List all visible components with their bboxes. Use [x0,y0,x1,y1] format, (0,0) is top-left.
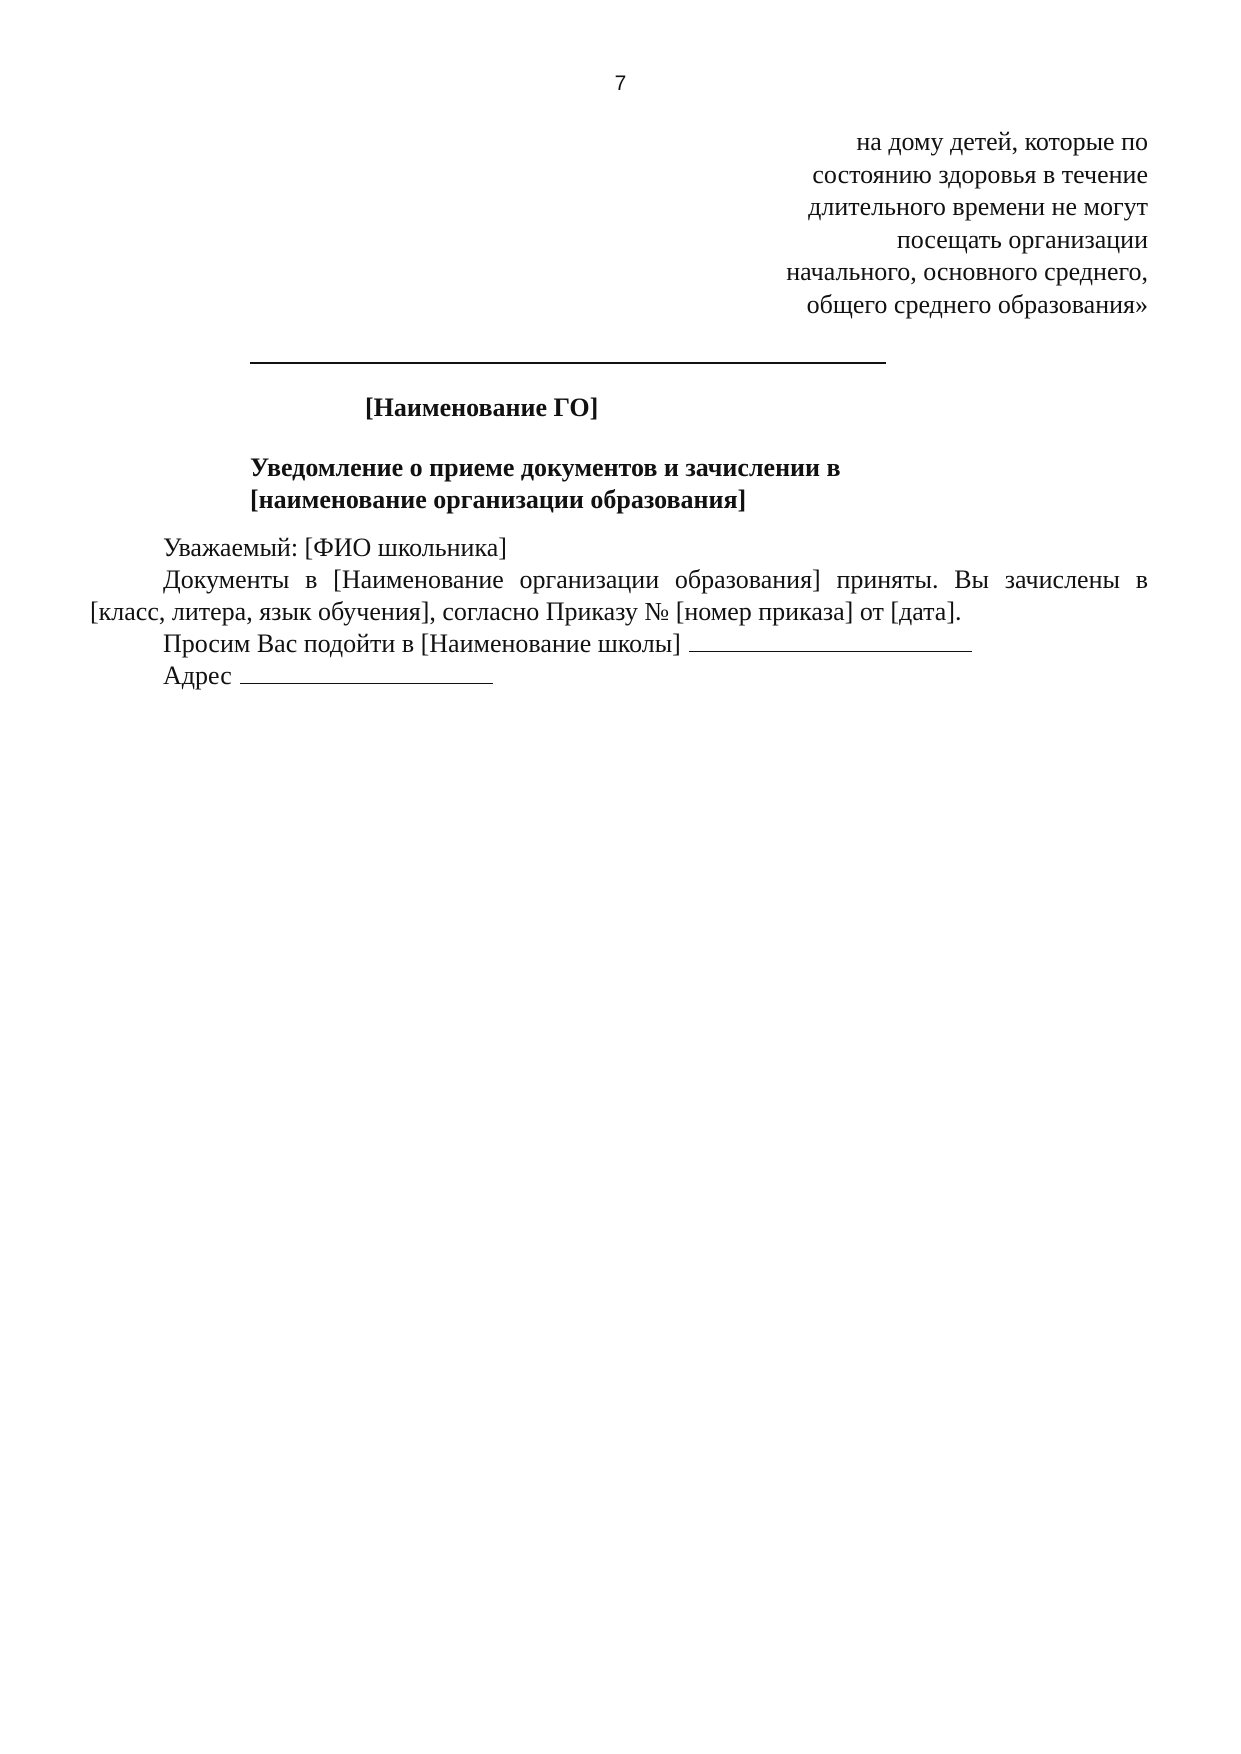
documents-line-1: Документы в [Наименование организации образования] приняты. Вы зачислены в [163,565,1148,594]
header-line: начального, основного среднего, [786,257,1148,286]
document-title-line-2: [наименование организации образования] [250,485,747,514]
header-line: общего среднего образования» [806,289,1148,319]
greeting-paragraph: Уважаемый: [ФИО школьника] [163,533,507,562]
header-line: длительного времени не могут [808,192,1148,221]
school-blank-line [689,650,972,652]
documents-paragraph [90,564,1148,628]
header-line: состоянию здоровья в течение [812,159,1148,189]
request-paragraph [90,628,1148,660]
address-blank-line [240,682,493,684]
header-line: посещать организации [896,224,1148,254]
document-title [250,452,841,516]
header-block [628,126,1148,321]
go-name: [Наименование ГО] [365,393,599,422]
document-title-line-1: Уведомление о приеме документов и зачислении в [250,453,841,482]
request-label: Просим Вас подойти в [Наименование школы] [163,629,681,658]
go-blank-line [250,362,886,364]
documents-line-2: [класс, литера, язык обучения], согласно Приказу № [номер приказа] от [дата]. [90,597,962,626]
page-number: 7 [614,72,627,95]
address-paragraph [90,660,1148,692]
address-label: Адрес [163,661,232,690]
header-line: на дому детей, которые по [856,127,1148,156]
